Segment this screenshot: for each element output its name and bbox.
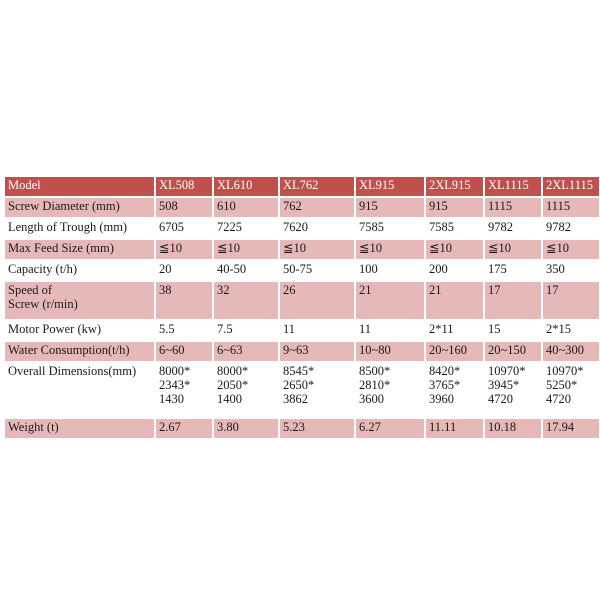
table-cell-line: 5250* — [546, 378, 578, 392]
table-cell-line: 20 — [159, 262, 172, 276]
table-cell — [280, 261, 354, 280]
header-row — [5, 177, 599, 196]
table-cell-line: 11.11 — [429, 420, 457, 434]
table-cell — [426, 240, 483, 259]
table-cell — [214, 342, 278, 361]
table-cell — [426, 363, 483, 417]
row-label-line: Water Consumption(t/h) — [8, 343, 130, 357]
table-cell-line: 21 — [359, 283, 372, 297]
table-cell-line: 6.27 — [359, 420, 381, 434]
table-cell-line: 40~300 — [546, 343, 585, 357]
table-cell — [214, 363, 278, 417]
table-cell-line: 2050* — [217, 378, 249, 392]
table-cell — [426, 419, 483, 438]
table-cell-line: 7585 — [359, 220, 384, 234]
table-cell-line: 10~80 — [359, 343, 391, 357]
row-label — [5, 261, 154, 280]
table-cell — [280, 342, 354, 361]
table-cell-line: 762 — [283, 199, 302, 213]
header-cell: XL762 — [280, 177, 354, 196]
table-cell-line: 1115 — [546, 199, 571, 213]
table-cell — [356, 342, 424, 361]
table-cell — [426, 321, 483, 340]
table-cell — [356, 198, 424, 217]
table-cell — [543, 240, 599, 259]
table-cell-line: 9782 — [546, 220, 571, 234]
table-cell — [485, 219, 541, 238]
table-cell-line: 1115 — [488, 199, 513, 213]
table-cell — [356, 219, 424, 238]
table-cell-line: 175 — [488, 262, 507, 276]
table-cell — [543, 363, 599, 417]
header-cell: XL915 — [356, 177, 424, 196]
table-cell-line: 610 — [217, 199, 236, 213]
table-cell — [214, 419, 278, 438]
table-cell — [543, 219, 599, 238]
row-label-line: Capacity (t/h) — [8, 262, 78, 276]
table-cell-line: 3862 — [283, 392, 308, 406]
table-cell-line: 10970* — [488, 364, 526, 378]
row-label-line: Max Feed Size (mm) — [8, 241, 114, 255]
table-cell-line: 10.18 — [488, 420, 517, 434]
table-cell — [356, 261, 424, 280]
table-cell-line: 8000* — [159, 364, 191, 378]
table-cell-line: 8500* — [359, 364, 391, 378]
table-cell-line: 3765* — [429, 378, 461, 392]
table-cell — [543, 261, 599, 280]
row-label-line: Overall Dimensions(mm) — [8, 364, 137, 378]
row-label — [5, 321, 154, 340]
table-cell-line: 6~60 — [159, 343, 185, 357]
table-cell-line: 11 — [359, 322, 372, 336]
table-cell-line: 15 — [488, 322, 501, 336]
header-cell: XL610 — [214, 177, 278, 196]
table-cell — [485, 342, 541, 361]
table-cell — [280, 321, 354, 340]
table-cell-line: 3960 — [429, 392, 454, 406]
table-cell-line: 7225 — [217, 220, 242, 234]
header-cell: Model — [5, 177, 154, 196]
row-label — [5, 219, 154, 238]
table-cell — [214, 219, 278, 238]
table-cell — [485, 198, 541, 217]
table-cell-line: 17 — [488, 283, 501, 297]
table-cell-line: 3.80 — [217, 420, 239, 434]
table-cell-line: 50-75 — [283, 262, 313, 276]
row-label-line: Screw Diameter (mm) — [8, 199, 120, 213]
table-cell-line: 8420* — [429, 364, 461, 378]
table-cell — [543, 419, 599, 438]
table-cell — [280, 219, 354, 238]
spec-table — [3, 175, 600, 440]
table-cell-line: 1430 — [159, 392, 184, 406]
table-cell-line: 4720 — [546, 392, 571, 406]
table-cell — [356, 363, 424, 417]
table-cell — [280, 198, 354, 217]
table-cell — [543, 282, 599, 319]
table-cell-line: 9~63 — [283, 343, 309, 357]
table-cell-line: ≦10 — [429, 241, 452, 255]
table-row — [5, 342, 599, 361]
table-cell — [156, 321, 212, 340]
row-label — [5, 342, 154, 361]
table-cell — [280, 282, 354, 319]
table-cell — [156, 240, 212, 259]
table-cell-line: 915 — [359, 199, 378, 213]
table-cell — [156, 198, 212, 217]
table-cell — [485, 282, 541, 319]
table-cell — [543, 342, 599, 361]
row-label — [5, 240, 154, 259]
table-cell-line: 7620 — [283, 220, 308, 234]
header-cell: XL508 — [156, 177, 212, 196]
table-cell-line: ≦10 — [546, 241, 569, 255]
table-row — [5, 261, 599, 280]
table-cell-line: 8545* — [283, 364, 315, 378]
table-cell-line: 1400 — [217, 392, 242, 406]
table-cell-line: 7.5 — [217, 322, 233, 336]
table-cell-line: ≦10 — [217, 241, 240, 255]
row-label — [5, 419, 154, 438]
table-cell-line: 508 — [159, 199, 178, 213]
table-cell-line: 11 — [283, 322, 296, 336]
table-cell — [214, 240, 278, 259]
table-cell — [543, 198, 599, 217]
table-cell-line: 26 — [283, 283, 296, 297]
header-cell: XL1115 — [485, 177, 541, 196]
row-label-line: Speed of — [8, 283, 53, 297]
table-cell-line: 6~63 — [217, 343, 243, 357]
table-cell-line: 17 — [546, 283, 559, 297]
table-cell — [426, 261, 483, 280]
table-cell-line: 8000* — [217, 364, 249, 378]
table-cell-line: 350 — [546, 262, 565, 276]
table-cell-line: 2.67 — [159, 420, 181, 434]
table-cell-line: ≦10 — [359, 241, 382, 255]
table-cell — [485, 363, 541, 417]
table-cell — [280, 240, 354, 259]
row-label-line: Motor Power (kw) — [8, 322, 102, 336]
table-cell — [214, 282, 278, 319]
table-cell-line: ≦10 — [283, 241, 306, 255]
table-cell-line: 2810* — [359, 378, 391, 392]
table-cell — [214, 261, 278, 280]
table-cell — [356, 419, 424, 438]
table-cell-line: 38 — [159, 283, 172, 297]
table-cell-line: 100 — [359, 262, 378, 276]
table-cell-line: 9782 — [488, 220, 513, 234]
table-cell-line: 21 — [429, 283, 442, 297]
table-cell — [426, 198, 483, 217]
table-cell — [214, 321, 278, 340]
table-cell — [356, 321, 424, 340]
table-row — [5, 363, 599, 417]
table-cell-line: 20~160 — [429, 343, 468, 357]
row-label — [5, 363, 154, 417]
table-cell-line: 3945* — [488, 378, 520, 392]
table-cell — [426, 219, 483, 238]
table-cell-line: 20~150 — [488, 343, 527, 357]
spec-table-body — [5, 177, 599, 438]
table-cell-line: 40-50 — [217, 262, 247, 276]
row-label — [5, 198, 154, 217]
table-cell-line: 200 — [429, 262, 448, 276]
table-cell-line: 2343* — [159, 378, 191, 392]
table-cell-line: 5.23 — [283, 420, 305, 434]
table-cell — [280, 419, 354, 438]
table-cell — [485, 321, 541, 340]
table-cell — [156, 282, 212, 319]
table-cell — [485, 419, 541, 438]
table-cell — [543, 321, 599, 340]
table-cell-line: 10970* — [546, 364, 584, 378]
header-cell: 2XL1115 — [543, 177, 599, 196]
table-cell — [156, 219, 212, 238]
header-cell: 2XL915 — [426, 177, 483, 196]
table-cell — [356, 282, 424, 319]
table-cell-line: 2*15 — [546, 322, 571, 336]
table-cell-line: 2650* — [283, 378, 315, 392]
table-cell-line: 5.5 — [159, 322, 175, 336]
table-cell-line: 17.94 — [546, 420, 575, 434]
table-row — [5, 240, 599, 259]
table-cell — [156, 363, 212, 417]
table-cell — [356, 240, 424, 259]
table-cell-line: 915 — [429, 199, 448, 213]
row-label — [5, 282, 154, 319]
table-cell-line: 6705 — [159, 220, 184, 234]
table-row — [5, 419, 599, 438]
table-cell-line: 3600 — [359, 392, 384, 406]
table-cell — [426, 342, 483, 361]
table-cell-line: ≦10 — [488, 241, 511, 255]
table-row — [5, 198, 599, 217]
table-cell — [156, 261, 212, 280]
table-cell-line: ≦10 — [159, 241, 182, 255]
table-cell — [280, 363, 354, 417]
table-cell — [485, 261, 541, 280]
table-cell — [426, 282, 483, 319]
table-row — [5, 282, 599, 319]
table-row — [5, 321, 599, 340]
table-cell — [485, 240, 541, 259]
table-row — [5, 219, 599, 238]
table-cell-line: 7585 — [429, 220, 454, 234]
row-label-line: Length of Trough (mm) — [8, 220, 128, 234]
table-cell-line: 2*11 — [429, 322, 454, 336]
table-cell-line: 32 — [217, 283, 230, 297]
row-label-line: Weight (t) — [8, 420, 59, 434]
table-cell — [156, 342, 212, 361]
table-cell-line: 4720 — [488, 392, 513, 406]
table-cell — [156, 419, 212, 438]
table-cell — [214, 198, 278, 217]
row-label-line: Screw (r/min) — [8, 297, 78, 311]
